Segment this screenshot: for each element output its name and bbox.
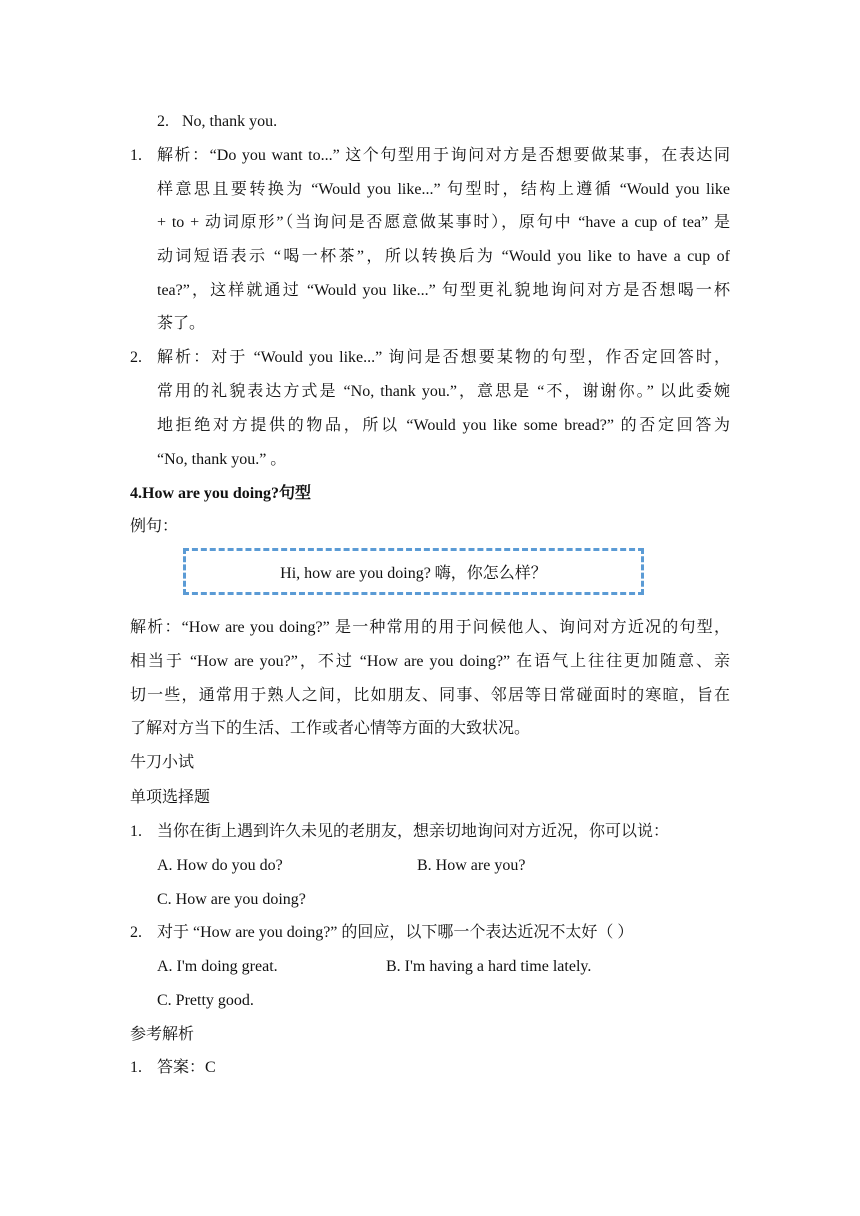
practice-title: 牛刀小试 [130, 754, 195, 771]
question-stem: 当你在街上遇到许久未见的老朋友，想亲切地询问对方近况，你可以说： [157, 823, 670, 840]
option-b: B. I'm having a hard time lately. [386, 958, 592, 975]
example-sentence: Hi, how are you doing? 嗨，你怎么样？ [280, 565, 547, 582]
analysis-line: 了解对方当下的生活、工作或者心情等方面的大致状况。 [130, 720, 531, 737]
analysis-line: 解析：“Do you want to...” 这个句型用于询问对方是否想要做某事，在表达同 [157, 147, 730, 164]
section-heading: 4.How are you doing?句型 [130, 485, 312, 502]
question-number: 2. [130, 924, 142, 941]
option-c: C. Pretty good. [157, 992, 254, 1009]
analysis-line: 动词短语表示 “喝一杯茶”，所以转换后为 “Would you like to have a cup of [157, 248, 730, 265]
analysis-line: tea?”，这样就通过 “Would you like...” 句型更礼貌地询问对方是否想喝一杯 [157, 282, 730, 299]
option-b: B. How are you? [417, 857, 526, 874]
analysis-line: + to + 动词原形”（当询问是否愿意做某事时），原句中 “have a cup of tea” 是 [157, 214, 730, 231]
list-number: 1. [130, 147, 142, 164]
list-number: 2. [157, 113, 169, 130]
practice-subtitle: 单项选择题 [130, 789, 211, 806]
list-item-text: No, thank you. [182, 113, 278, 130]
question-number: 1. [130, 823, 142, 840]
question-stem: 对于 “How are you doing?” 的回应，以下哪一个表达近况不太好（ ） [157, 924, 634, 941]
option-a: A. How do you do? [157, 857, 283, 874]
answer-text: 答案：C [157, 1059, 216, 1076]
list-number: 2. [130, 349, 142, 366]
example-label: 例句： [130, 518, 179, 535]
analysis-line: 常用的礼貌表达方式是 “No, thank you.”，意思是 “不，谢谢你。” 以此委婉 [157, 383, 730, 400]
analysis-line: 样意思且要转换为 “Would you like...” 句型时，结构上遵循 “Would you like [157, 181, 730, 198]
answer-number: 1. [130, 1059, 142, 1076]
example-box [183, 548, 644, 595]
analysis-line: “No, thank you.” 。 [157, 451, 287, 468]
analysis-line: 解析：“How are you doing?” 是一种常用的用于问候他人、询问对方近况的句型， [130, 619, 730, 636]
analysis-line: 茶了。 [157, 315, 206, 332]
option-a: A. I'm doing great. [157, 958, 278, 975]
analysis-line: 解析：对于 “Would you like...” 询问是否想要某物的句型，作否定回答时， [157, 349, 730, 366]
analysis-line: 切一些，通常用于熟人之间，比如朋友、同事、邻居等日常碰面时的寒暄，旨在 [130, 687, 730, 704]
analysis-line: 地拒绝对方提供的物品，所以 “Would you like some bread?” 的否定回答为 [157, 417, 730, 434]
option-c: C. How are you doing? [157, 891, 306, 908]
reference-title: 参考解析 [130, 1026, 195, 1043]
analysis-line: 相当于 “How are you?”，不过 “How are you doing?” 在语气上往往更加随意、亲 [130, 653, 730, 670]
